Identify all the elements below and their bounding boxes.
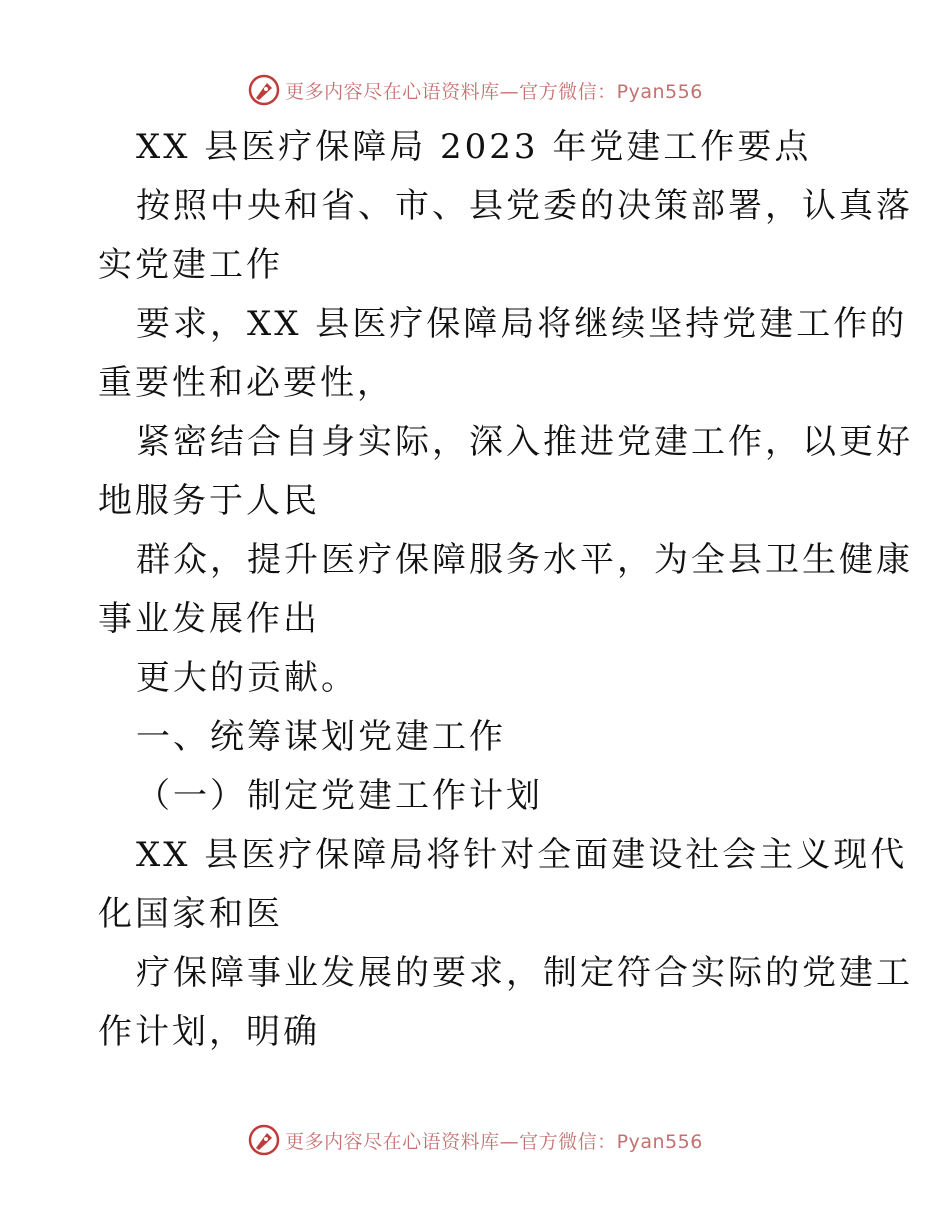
paragraph-line: 化国家和医 bbox=[98, 894, 283, 934]
paragraph-line: 重要性和必要性， bbox=[98, 363, 394, 403]
paragraph-line: 更大的贡献。 bbox=[136, 658, 358, 698]
section-heading: 一、统筹谋划党建工作 bbox=[136, 717, 506, 757]
header-watermark bbox=[0, 70, 950, 110]
paragraph-line: XX 县医疗保障局将针对全面建设社会主义现代 bbox=[136, 835, 908, 875]
paragraph-line: 事业发展作出 bbox=[98, 599, 320, 639]
paragraph-line: 实党建工作 bbox=[98, 245, 283, 285]
paragraph-line: 地服务于人民 bbox=[98, 481, 320, 521]
paragraph-line: 要求，XX 县医疗保障局将继续坚持党建工作的 bbox=[136, 304, 908, 344]
pen-nib-logo-icon bbox=[247, 73, 281, 107]
document-body bbox=[98, 118, 913, 1062]
subsection-heading: （一）制定党建工作计划 bbox=[136, 776, 543, 816]
paragraph-line: 紧密结合自身实际，深入推进党建工作，以更好 bbox=[136, 422, 913, 462]
pen-nib-logo-icon bbox=[247, 1123, 281, 1157]
watermark-text: 更多内容尽在心语资料库—官方微信：Pyan556 bbox=[285, 80, 703, 103]
document-title: XX 县医疗保障局 2023 年党建工作要点 bbox=[136, 127, 812, 167]
paragraph-line: 群众，提升医疗保障服务水平，为全县卫生健康 bbox=[136, 540, 913, 580]
paragraph-line: 疗保障事业发展的要求，制定符合实际的党建工 bbox=[136, 953, 913, 993]
watermark-text: 更多内容尽在心语资料库—官方微信：Pyan556 bbox=[285, 1130, 703, 1153]
paragraph-line: 作计划，明确 bbox=[98, 1012, 320, 1052]
footer-watermark bbox=[0, 1120, 950, 1160]
paragraph-line: 按照中央和省、市、县党委的决策部署，认真落 bbox=[136, 186, 913, 226]
